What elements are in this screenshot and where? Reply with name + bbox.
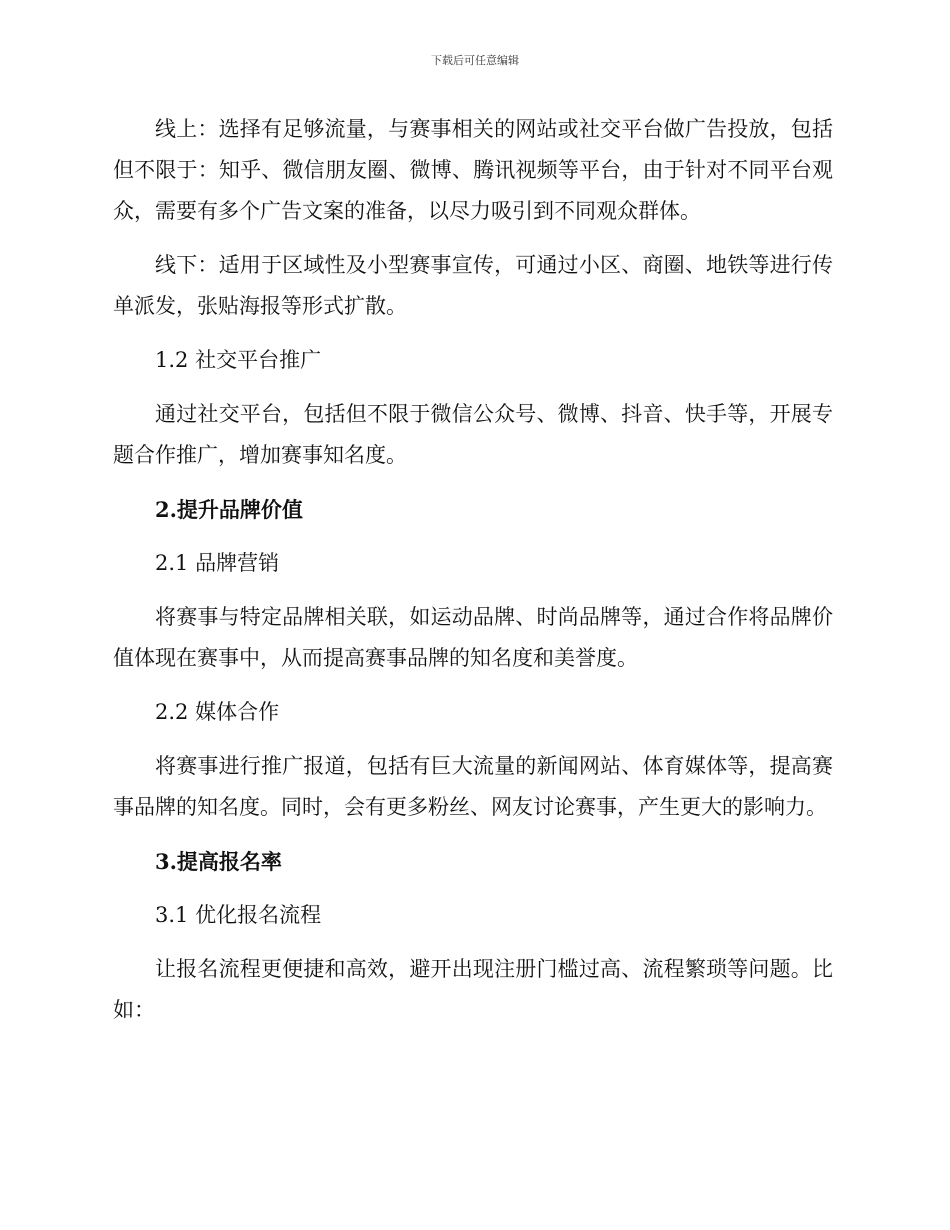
heading-registration-rate: 3.提高报名率: [155, 849, 282, 874]
subheading-registration-flow: 3.1 优化报名流程: [155, 903, 322, 927]
paragraph-brand-marketing: 将赛事与特定品牌相关联，如运动品牌、时尚品牌等，通过合作将品牌价值体现在赛事中，从而提高赛事品牌的知名度和美誉度。: [113, 605, 833, 670]
paragraph-offline-ads: 线下：适用于区域性及小型赛事宣传，可通过小区、商圈、地铁等进行传单派发，张贴海报等形式扩散。: [113, 253, 833, 318]
subheading-brand-marketing: 2.1 品牌营销: [155, 551, 280, 575]
subheading-social-promotion: 1.2 社交平台推广: [155, 348, 322, 372]
heading-brand-value: 2.提升品牌价值: [155, 497, 303, 522]
paragraph-online-ads: 线上：选择有足够流量，与赛事相关的网站或社交平台做广告投放，包括但不限于：知乎、微信朋友圈、微博、腾讯视频等平台，由于针对不同平台观众，需要有多个广告文案的准备，以尽力吸引到不同观众群体。: [113, 117, 833, 223]
paragraph-media-cooperation: 将赛事进行推广报道，包括有巨大流量的新闻网站、体育媒体等，提高赛事品牌的知名度。同时，会有更多粉丝、网友讨论赛事，产生更大的影响力。: [113, 754, 833, 819]
document-body: [113, 109, 833, 1031]
paragraph-registration-flow: 让报名流程更便捷和高效，避开出现注册门槛过高、流程繁琐等问题。比如：: [113, 957, 833, 1022]
subheading-media-cooperation: 2.2 媒体合作: [155, 700, 280, 724]
page-header: 下载后可任意编辑: [431, 54, 519, 67]
paragraph-social-promotion: 通过社交平台，包括但不限于微信公众号、微博、抖音、快手等，开展专题合作推广，增加赛事知名度。: [113, 402, 833, 467]
